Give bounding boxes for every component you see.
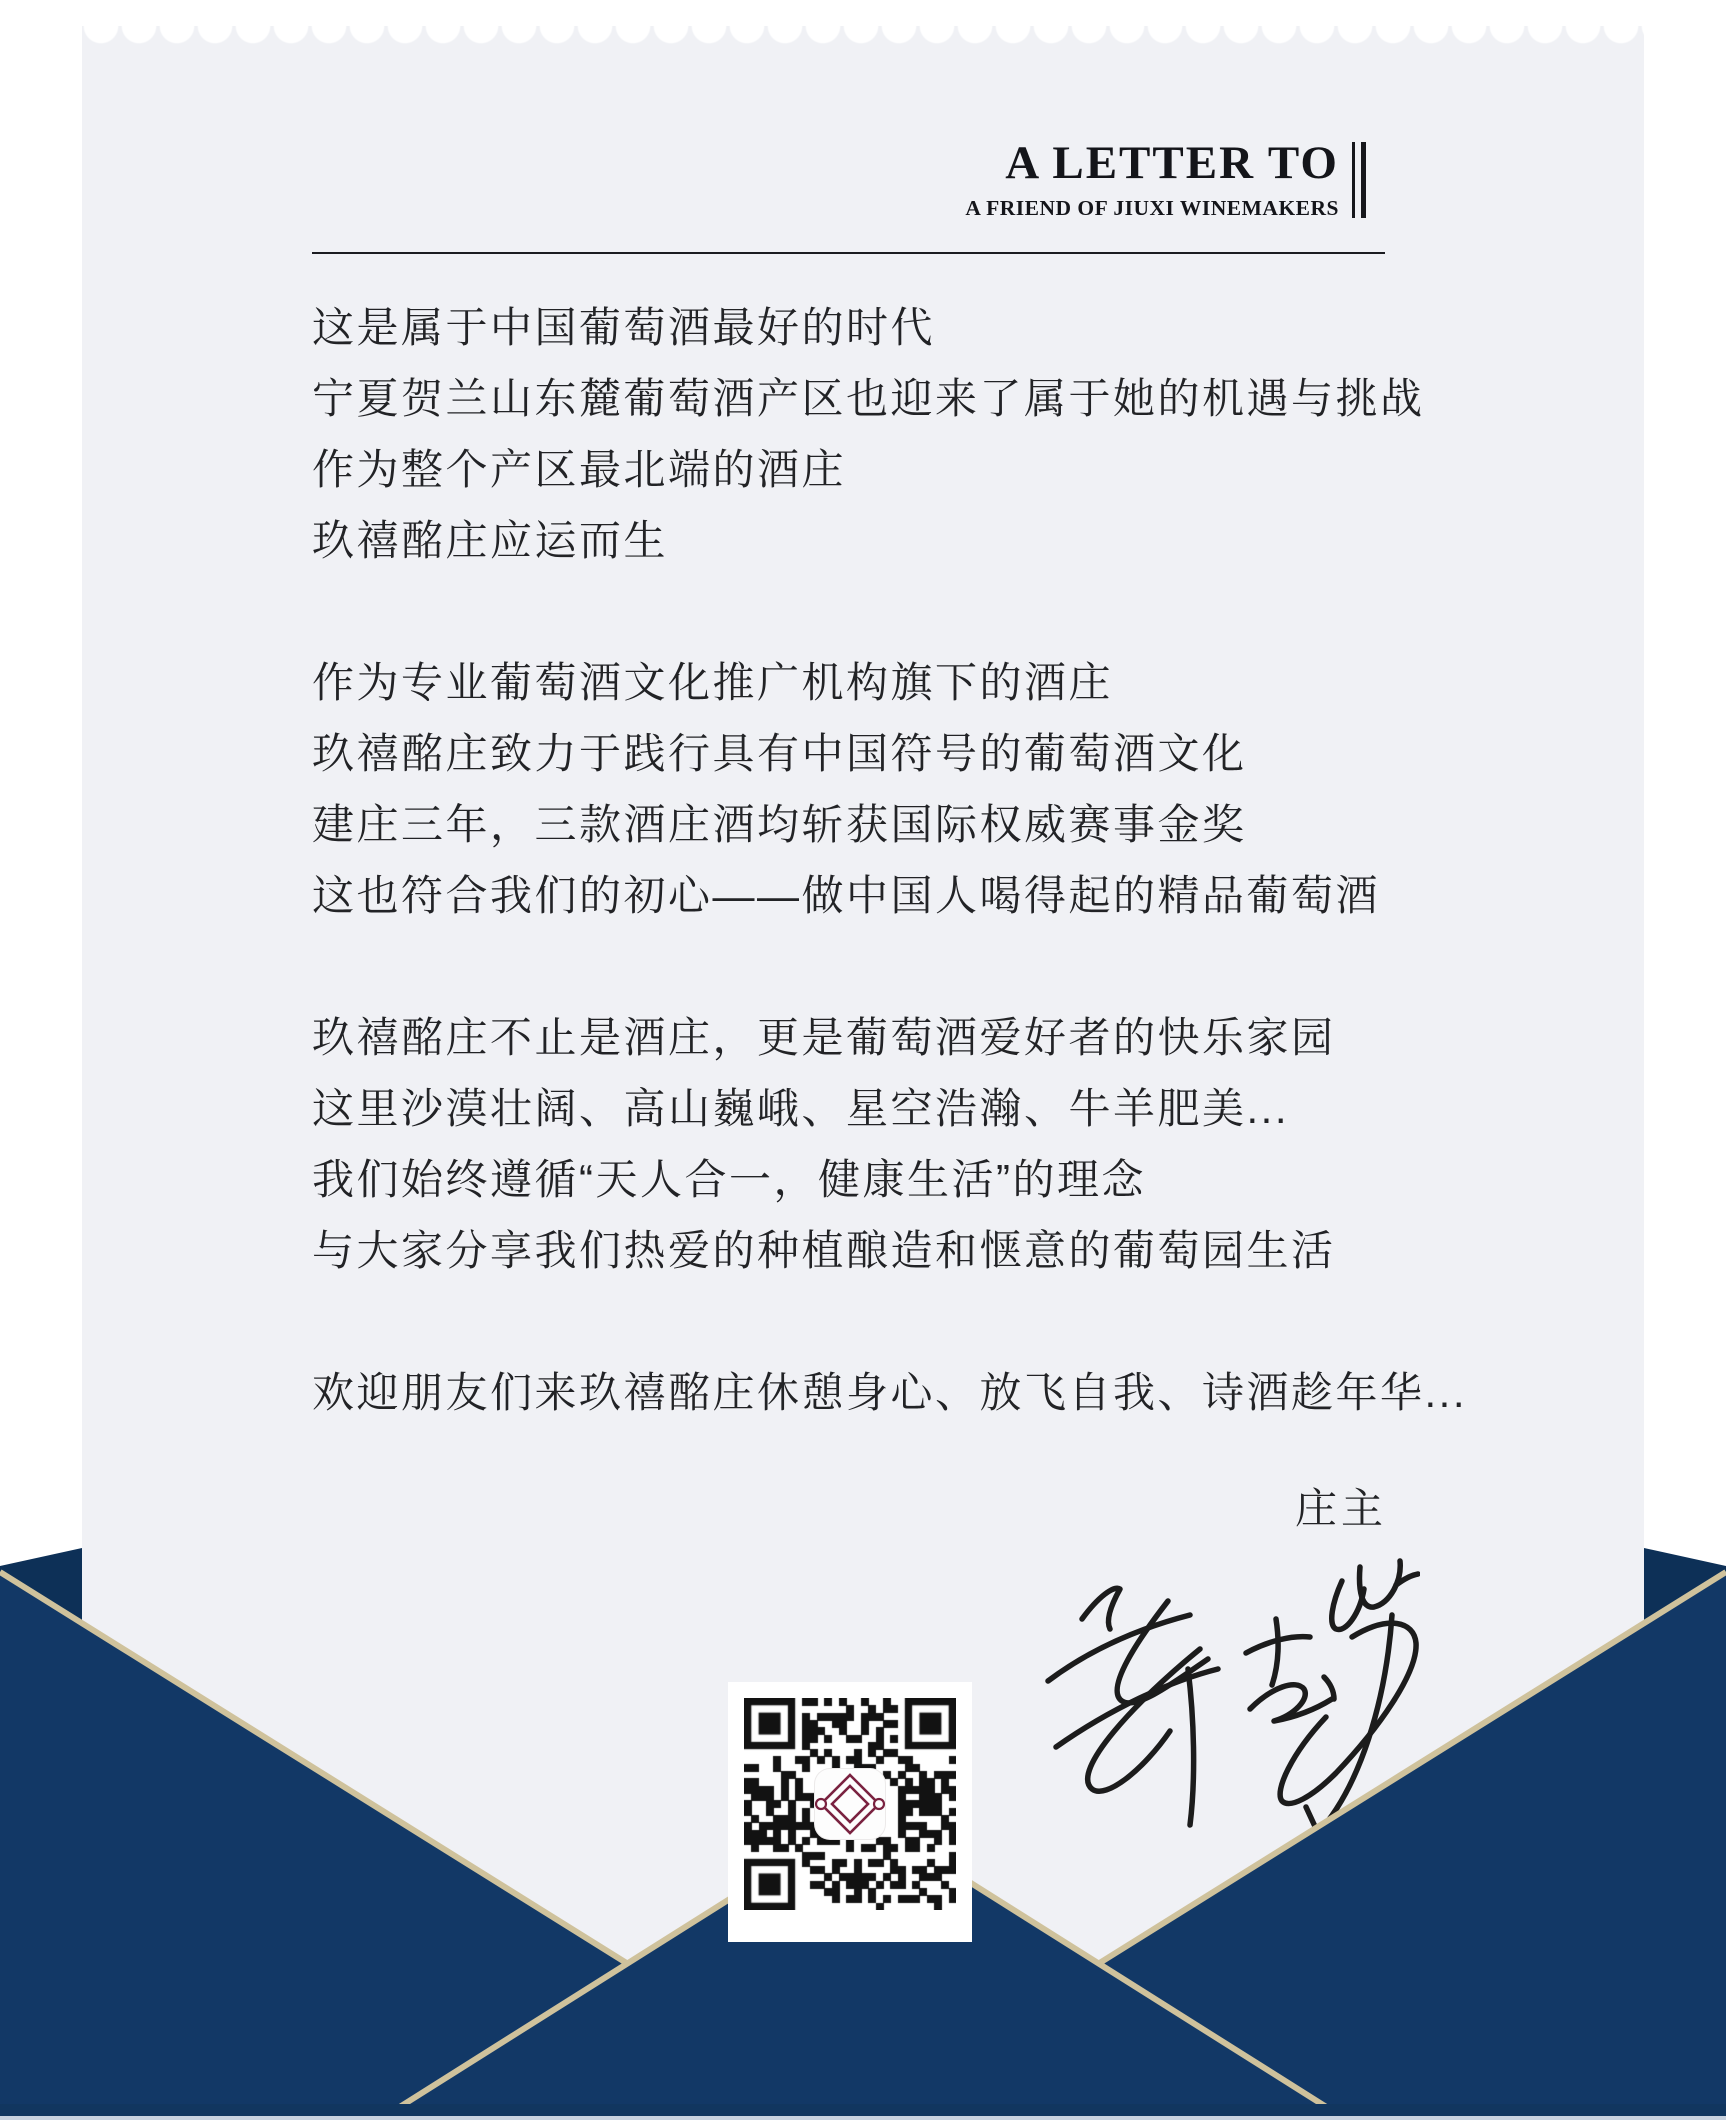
bar-thin — [1352, 142, 1355, 218]
bar-thick — [1361, 142, 1366, 218]
paper-scalloped-edge — [82, 26, 1644, 46]
page-subtitle: A FRIEND OF JIUXI WINEMAKERS — [965, 196, 1339, 220]
text-line: 宁夏贺兰山东麓葡萄酒产区也迎来了属于她的机遇与挑战 — [312, 375, 1425, 422]
text-line: 这里沙漠壮阔、高山巍峨、星空浩瀚、牛羊肥美... — [312, 1085, 1290, 1132]
paragraph-2 — [312, 647, 1492, 931]
text-line: 玖禧酩庄致力于践行具有中国符号的葡萄酒文化 — [312, 730, 1247, 777]
handwritten-signature — [1040, 1541, 1420, 1841]
paragraph-4 — [312, 1357, 1492, 1428]
double-bar-ornament — [1352, 142, 1366, 218]
text-line: 玖禧酩庄不止是酒庄，更是葡萄酒爱好者的快乐家园 — [312, 1014, 1336, 1061]
letter-header — [965, 137, 1366, 220]
text-line: 欢迎朋友们来玖禧酩庄休憩身心、放飞自我、诗酒趁年华... — [312, 1369, 1468, 1416]
qr-code — [728, 1682, 972, 1942]
text-line: 这也符合我们的初心——做中国人喝得起的精品葡萄酒 — [312, 872, 1381, 919]
text-line: 玖禧酩庄应运而生 — [312, 517, 669, 564]
letter-body — [312, 292, 1492, 1499]
text-line: 与大家分享我们热爱的种植酿造和惬意的葡萄园生活 — [312, 1227, 1336, 1274]
qr-center-logo — [815, 1769, 885, 1839]
text-line: 作为专业葡萄酒文化推广机构旗下的酒庄 — [312, 659, 1114, 706]
owner-label: 庄主 — [1294, 1485, 1387, 1532]
diamond-lattice-icon — [815, 1769, 885, 1839]
left-gap-sliver — [0, 1548, 82, 1622]
page-title: A LETTER TO — [1005, 137, 1339, 189]
paragraph-1 — [312, 292, 1492, 576]
header-titles — [965, 137, 1339, 220]
header-rule — [312, 252, 1385, 254]
text-line: 我们始终遵循“天人合一，健康生活”的理念 — [312, 1156, 1146, 1203]
text-line: 作为整个产区最北端的酒庄 — [312, 446, 847, 493]
text-line: 这是属于中国葡萄酒最好的时代 — [312, 304, 936, 351]
text-line: 建庄三年，三款酒庄酒均斩获国际权威赛事金奖 — [312, 801, 1247, 848]
paragraph-3 — [312, 1002, 1492, 1286]
right-gap-sliver — [1644, 1548, 1726, 1622]
